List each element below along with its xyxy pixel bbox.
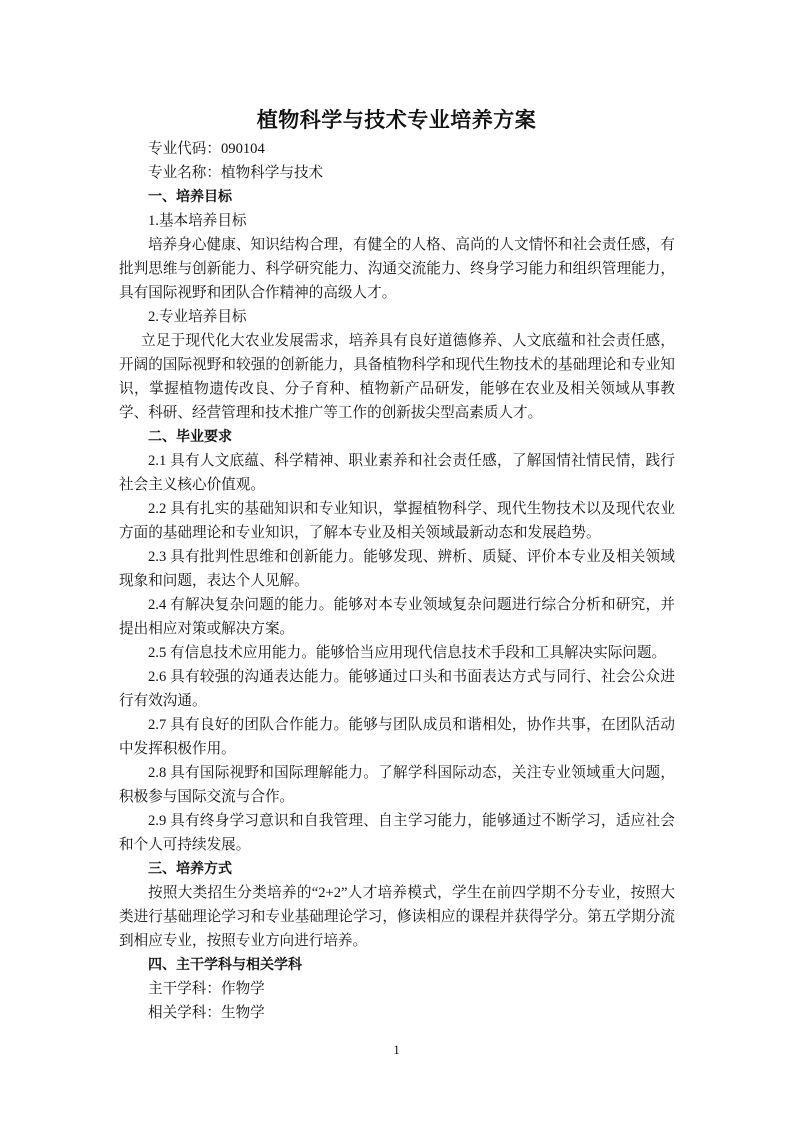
requirement-item: 2.2 具有扎实的基础知识和专业知识，掌握植物科学、现代生物技术以及现代农业方面的基础理论和专业知识，了解本专业及相关领域最新动态和发展趋势。: [119, 501, 675, 541]
major-name: 专业名称：植物科学与技术: [148, 165, 324, 181]
requirement-item: 2.7 具有良好的团队合作能力。能够与团队成员和谐相处，协作共事，在团队活动中发挥积极作用。: [119, 717, 675, 757]
major-code: 专业代码：090104: [148, 141, 265, 157]
paragraph-training-mode: 按照大类招生分类培养的“2+2”人才培养模式，学生在前四学期不分专业，按照大类进行基础理论学习和专业基础理论学习，修读相应的课程并获得学分。第五学期分流到相应专业，按照专业方向进行培养。: [119, 885, 675, 949]
section-heading-objectives: 一、培养目标: [148, 189, 232, 205]
requirement-item: 2.3 具有批判性思维和创新能力。能够发现、辨析、质疑、评价本专业及相关领域现象和问题，表达个人见解。: [119, 549, 675, 589]
paragraph-basic-objectives: 培养身心健康、知识结构合理，有健全的人格、高尚的人文情怀和社会责任感，有批判思维与创新能力、科学研究能力、沟通交流能力、终身学习能力和组织管理能力，具有国际视野和团队合作精神的高级人才。: [119, 237, 675, 301]
main-discipline: 主干学科：作物学: [148, 981, 265, 997]
requirement-item: 2.5 有信息技术应用能力。能够恰当应用现代信息技术手段和工具解决实际问题。: [148, 645, 667, 661]
section-heading-training-mode: 三、培养方式: [148, 861, 232, 877]
section-heading-disciplines: 四、主干学科与相关学科: [148, 957, 302, 973]
page-number: 1: [393, 1042, 400, 1057]
paragraph-major-objectives: 立足于现代化大农业发展需求，培养具有良好道德修养、人文底蕴和社会责任感，开阔的国际视野和较强的创新能力，具备植物科学和现代生物技术的基础理论和专业知识，掌握植物遗传改良、分子育种、植物新产品研发，能够在农业及相关领域从事教学、科研、经营管理和技术推广等工作的创新拔尖型高素质人才。: [119, 333, 675, 421]
requirement-item: 2.4 有解决复杂问题的能力。能够对本专业领域复杂问题进行综合分析和研究，并提出相应对策或解决方案。: [119, 597, 675, 637]
subheading-major-objectives: 2.专业培养目标: [148, 309, 247, 325]
document-title: 植物科学与技术专业培养方案: [256, 108, 537, 132]
requirement-item: 2.9 具有终身学习意识和自我管理、自主学习能力，能够通过不断学习，适应社会和个人可持续发展。: [119, 813, 675, 853]
subheading-basic-objectives: 1.基本培养目标: [148, 213, 247, 229]
related-discipline: 相关学科：生物学: [148, 1005, 265, 1021]
requirement-item: 2.8 具有国际视野和国际理解能力。了解学科国际动态，关注专业领域重大问题，积极参与国际交流与合作。: [119, 765, 675, 805]
requirement-item: 2.1 具有人文底蕴、科学精神、职业素养和社会责任感，了解国情社情民情，践行社会主义核心价值观。: [119, 453, 675, 493]
requirement-item: 2.6 具有较强的沟通表达能力。能够通过口头和书面表达方式与同行、社会公众进行有效沟通。: [119, 669, 675, 709]
document-body: [119, 137, 675, 1025]
section-heading-requirements: 二、毕业要求: [148, 429, 232, 445]
